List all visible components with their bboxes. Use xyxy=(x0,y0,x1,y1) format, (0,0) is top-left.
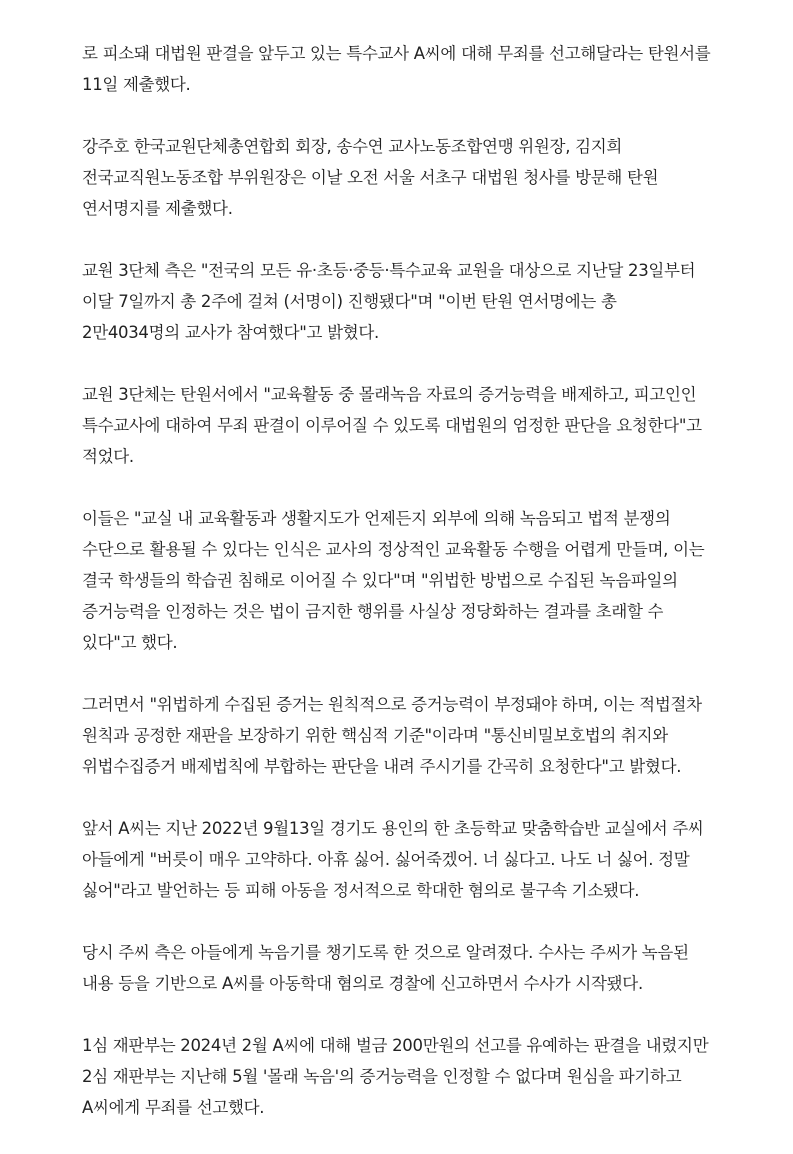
article-paragraph: 1심 재판부는 2024년 2월 A씨에 대해 벌금 200만원의 선고를 유예하는 판결을 내렸지만 2심 재판부는 지난해 5월 '몰래 녹음'의 증거능력을 인정할 수 없다며 원심을 파기하고 A씨에게 무죄를 선고했다. xyxy=(82,1036,709,1117)
article-paragraph: 교원 3단체는 탄원서에서 "교육활동 중 몰래녹음 자료의 증거능력을 배제하고, 피고인인 특수교사에 대하여 무죄 판결이 이루어질 수 있도록 대법원의 엄정한 판단을 요청한다"고 적었다. xyxy=(82,385,702,466)
article-paragraph: 앞서 A씨는 지난 2022년 9월13일 경기도 용인의 한 초등학교 맞춤학습반 교실에서 주씨 아들에게 "버릇이 매우 고약하다. 아휴 싫어. 싫어죽겠어. 너 싫다고. 나도 너 싫어. 정말 싫어"라고 발언하는 등 피해 아동을 정서적으로 학대한 혐의로 불구속 기소됐다. xyxy=(82,819,704,900)
article-paragraph: 로 피소돼 대법원 판결을 앞두고 있는 특수교사 A씨에 대해 무죄를 선고해달라는 탄원서를 11일 제출했다. xyxy=(82,44,711,94)
article-paragraph: 강주호 한국교원단체총연합회 회장, 송수연 교사노동조합연맹 위원장, 김지희 전국교직원노동조합 부위원장은 이날 오전 서울 서초구 대법원 청사를 방문해 탄원 연서명지를 제출했다. xyxy=(82,137,659,218)
article-body xyxy=(82,38,714,1154)
article-paragraph: 이들은 "교실 내 교육활동과 생활지도가 언제든지 외부에 의해 녹음되고 법적 분쟁의 수단으로 활용될 수 있다는 인식은 교사의 정상적인 교육활동 수행을 어렵게 만들며, 이는 결국 학생들의 학습권 침해로 이어질 수 있다"며 "위법한 방법으로 수집된 녹음파일의 증거능력을 인정하는 것은 법이 금지한 행위를 사실상 정당화하는 결과를 초래할 수 있다"고 했다. xyxy=(82,509,705,652)
article-paragraph: 교원 3단체 측은 "전국의 모든 유·초등·중등·특수교육 교원을 대상으로 지난달 23일부터 이달 7일까지 총 2주에 걸쳐 (서명이) 진행됐다"며 "이번 탄원 연서명에는 총 2만4034명의 교사가 참여했다"고 밝혔다. xyxy=(82,261,696,342)
article-paragraph: 당시 주씨 측은 아들에게 녹음기를 챙기도록 한 것으로 알려졌다. 수사는 주씨가 녹음된 내용 등을 기반으로 A씨를 아동학대 혐의로 경찰에 신고하면서 수사가 시작됐다. xyxy=(82,943,689,993)
article-paragraph: 그러면서 "위법하게 수집된 증거는 원칙적으로 증거능력이 부정돼야 하며, 이는 적법절차 원칙과 공정한 재판을 보장하기 위한 핵심적 기준"이라며 "통신비밀보호법의 취지와 위법수집증거 배제법칙에 부합하는 판단을 내려 주시기를 간곡히 요청한다"고 밝혔다. xyxy=(82,695,702,776)
